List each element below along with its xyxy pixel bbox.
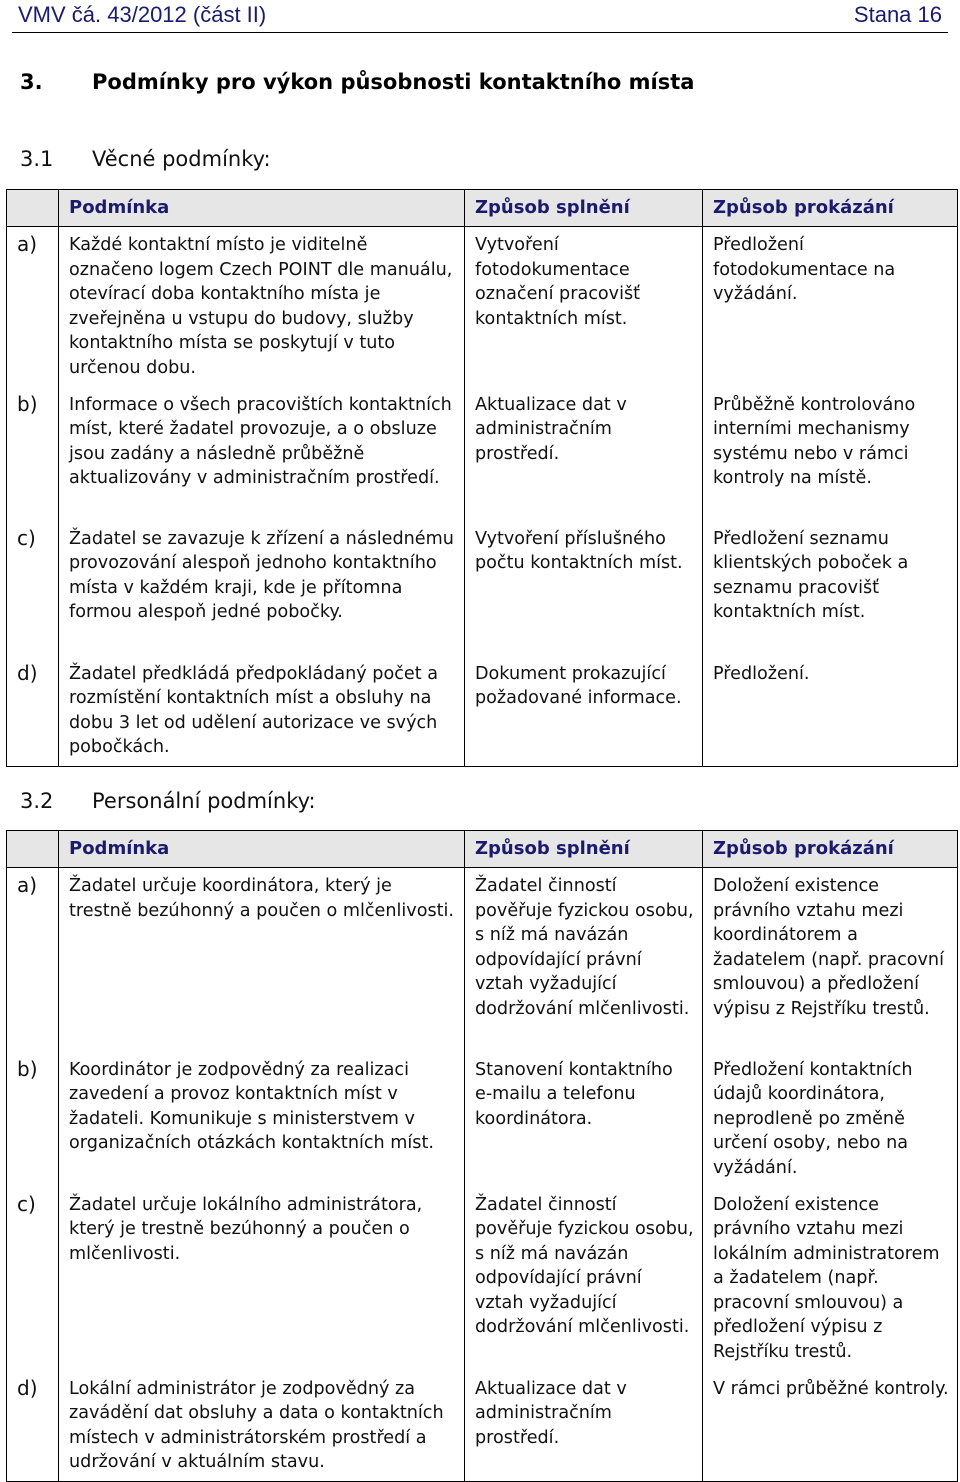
proof-cell: Průběžně kontrolováno interními mechanismy systému nebo v rámci kontroly na místě. (703, 387, 958, 521)
table-row (7, 1187, 958, 1371)
row-letter: a) (7, 868, 59, 1052)
table-row (7, 387, 958, 521)
row-letter: c) (7, 521, 59, 656)
journal-issue: VMV čá. 43/2012 (část II) (18, 2, 267, 27)
table-row (7, 1052, 958, 1187)
table-personnel-conditions (6, 830, 958, 1482)
table-row (7, 868, 958, 1052)
proof-cell: Předložení. (703, 656, 958, 767)
header-condition: Podmínka (59, 190, 465, 227)
page-number: Stana 16 (853, 2, 942, 27)
fulfilment-cell: Vytvoření fotodokumentace označení pracovišť kontaktních míst. (465, 227, 703, 387)
header-fulfilment: Způsob splnění (465, 831, 703, 868)
fulfilment-cell: Vytvoření příslušného počtu kontaktních míst. (465, 521, 703, 656)
table-row (7, 521, 958, 656)
header-proof: Způsob prokázání (703, 831, 958, 868)
page-header (12, 2, 948, 33)
header-blank (7, 831, 59, 868)
section-heading (20, 70, 694, 94)
section-title: Podmínky pro výkon působnosti kontaktního místa (92, 70, 695, 94)
fulfilment-cell: Stanovení kontaktního e-mailu a telefonu koordinátora. (465, 1052, 703, 1187)
proof-cell: Předložení seznamu klientských poboček a seznamu pracovišť kontaktních míst. (703, 521, 958, 656)
table-header-row (7, 831, 958, 868)
fulfilment-cell: Žadatel činností pověřuje fyzickou osobu, s níž má navázán odpovídající právní vztah vyžadující dodržování mlčenlivosti. (465, 868, 703, 1052)
fulfilment-cell: Dokument prokazující požadované informace. (465, 656, 703, 767)
subsection-title: Personální podmínky: (92, 789, 316, 813)
condition-cell: Žadatel určuje lokálního administrátora, který je trestně bezúhonný a poučen o mlčenlivosti. (59, 1187, 465, 1371)
header-fulfilment: Způsob splnění (465, 190, 703, 227)
table-row (7, 1371, 958, 1482)
subsection-title: Věcné podmínky: (92, 147, 271, 171)
subsection-heading-1 (20, 147, 271, 171)
condition-cell: Informace o všech pracovištích kontaktních míst, které žadatel provozuje, a o obsluze jsou zadány a následně průběžně aktualizovány v administračním prostředí. (59, 387, 465, 521)
subsection-number: 3.2 (20, 789, 54, 813)
row-letter: d) (7, 1371, 59, 1482)
condition-cell: Žadatel určuje koordinátora, který je trestně bezúhonný a poučen o mlčenlivosti. (59, 868, 465, 1052)
proof-cell: Doložení existence právního vztahu mezi lokálním administratorem a žadatelem (např. pracovní smlouvou) a předložení výpisu z Rejstříku trestů. (703, 1187, 958, 1371)
header-condition: Podmínka (59, 831, 465, 868)
fulfilment-cell: Žadatel činností pověřuje fyzickou osobu, s níž má navázán odpovídající právní vztah vyžadující dodržování mlčenlivosti. (465, 1187, 703, 1371)
section-number: 3. (20, 70, 43, 94)
subsection-heading-2 (20, 789, 316, 813)
row-letter: a) (7, 227, 59, 387)
table-header-row (7, 190, 958, 227)
table-substantive-conditions (6, 189, 958, 767)
fulfilment-cell: Aktualizace dat v administračním prostředí. (465, 1371, 703, 1482)
condition-cell: Koordinátor je zodpovědný za realizaci zavedení a provoz kontaktních míst v žadateli. Komunikuje s ministerstvem v organizačních otázkách kontaktních míst. (59, 1052, 465, 1187)
row-letter: d) (7, 656, 59, 767)
proof-cell: Doložení existence právního vztahu mezi koordinátorem a žadatelem (např. pracovní smlouvou) a předložení výpisu z Rejstříku trestů. (703, 868, 958, 1052)
row-letter: b) (7, 387, 59, 521)
row-letter: c) (7, 1187, 59, 1371)
proof-cell: Předložení kontaktních údajů koordinátora, neprodleně po změně určení osoby, nebo na vyžádání. (703, 1052, 958, 1187)
proof-cell: Předložení fotodokumentace na vyžádání. (703, 227, 958, 387)
table-row (7, 656, 958, 767)
header-proof: Způsob prokázání (703, 190, 958, 227)
row-letter: b) (7, 1052, 59, 1187)
proof-cell: V rámci průběžné kontroly. (703, 1371, 958, 1482)
condition-cell: Lokální administrátor je zodpovědný za zavádění dat obsluhy a data o kontaktních místech v administrátorském prostředí a udržování v aktuálním stavu. (59, 1371, 465, 1482)
header-blank (7, 190, 59, 227)
condition-cell: Žadatel předkládá předpokládaný počet a rozmístění kontaktních míst a obsluhy na dobu 3 let od udělení autorizace ve svých pobočkách. (59, 656, 465, 767)
subsection-number: 3.1 (20, 147, 54, 171)
condition-cell: Každé kontaktní místo je viditelně označeno logem Czech POINT dle manuálu, otevírací doba kontaktního místa je zveřejněna u vstupu do budovy, služby kontaktního místa se poskytují v tuto určenou dobu. (59, 227, 465, 387)
fulfilment-cell: Aktualizace dat v administračním prostředí. (465, 387, 703, 521)
condition-cell: Žadatel se zavazuje k zřízení a následnému provozování alespoň jednoho kontaktního místa v každém kraji, kde je přítomna formou alespoň jedné pobočky. (59, 521, 465, 656)
table-row (7, 227, 958, 387)
